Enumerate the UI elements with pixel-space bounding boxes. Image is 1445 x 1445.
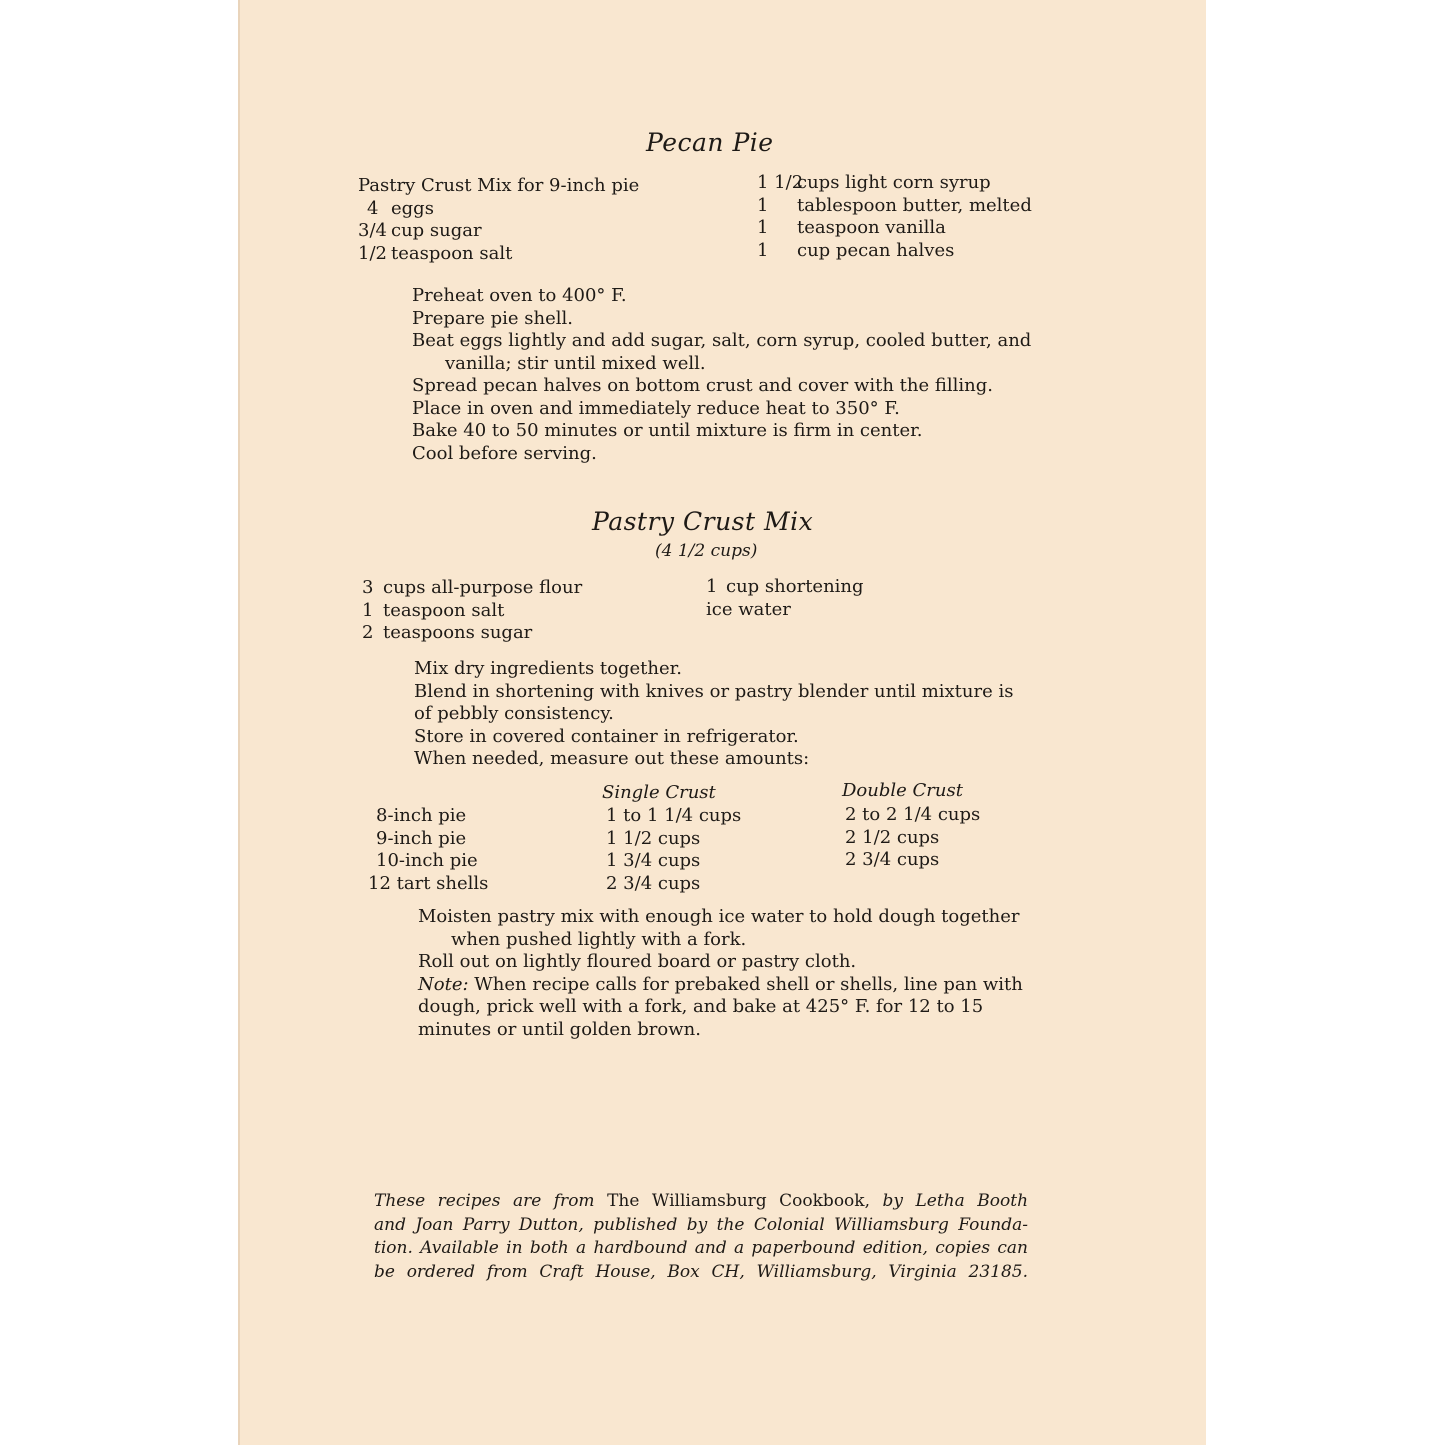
table-cell: 1 1/2 cups	[606, 827, 701, 849]
ingredient-line: 1 tablespoon butter, melted	[757, 194, 1032, 216]
table-cell: 2 3/4 cups	[606, 872, 701, 894]
ingredient-line: 1/2 teaspoon salt	[358, 242, 513, 264]
credit-line: These recipes are from The Williamsburg Cookbook, by Letha Booth	[374, 1191, 1029, 1211]
pastry-crust-ingredients-left	[362, 577, 582, 645]
ingredient-line: 1 cup pecan halves	[757, 239, 955, 261]
step-line: Prepare pie shell.	[412, 307, 573, 329]
step-line: Store in covered container in refrigerator.	[414, 725, 799, 747]
pastry-crust-steps	[414, 658, 1013, 771]
step-line: Blend in shortening with knives or pastry blender until mixture is	[414, 680, 1014, 702]
amounts-double-column	[845, 804, 980, 872]
ingredient-line: 4 eggs	[367, 197, 434, 219]
note-label: Note:	[418, 973, 469, 995]
source-credit	[374, 1190, 1028, 1284]
step-line: of pebbly consistency.	[414, 703, 614, 724]
table-cell: 10-inch pie	[376, 850, 478, 871]
step-line: Place in oven and immediately reduce heat to 350° F.	[412, 397, 900, 419]
step-line: Mix dry ingredients together.	[414, 658, 682, 679]
ingredient-line: 1 teaspoon vanilla	[757, 217, 946, 238]
book-title: The Williamsburg Cookbook,	[607, 1191, 870, 1211]
table-cell: 12 tart shells	[368, 872, 489, 894]
pastry-crust-ingredients-right	[706, 576, 864, 621]
step-line: Spread pecan halves on bottom crust and cover with the filling.	[412, 375, 993, 396]
table-cell: 2 to 2 1/4 cups	[845, 804, 981, 825]
ingredient-line: 1 cup shortening	[706, 576, 864, 597]
ingredient-line: 1 teaspoon salt	[362, 599, 505, 621]
credit-line: tion. Available in both a hardbound and a paperbound edition, copies can	[374, 1238, 1028, 1258]
step-line: Bake 40 to 50 minutes or until mixture is firm in center.	[412, 420, 923, 441]
credit-line: and Joan Parry Dutton, published by the Colonial Williamsburg Founda-	[374, 1214, 1028, 1235]
amounts-single-column	[606, 805, 741, 895]
ingredient-line: ice water	[706, 598, 791, 620]
step-line: Preheat oven to 400° F.	[412, 285, 627, 306]
table-cell: 9-inch pie	[376, 827, 467, 849]
pecan-pie-title: Pecan Pie	[646, 128, 774, 157]
ingredient-line: Pastry Crust Mix for 9-inch pie	[358, 175, 640, 196]
step-line: vanilla; stir until mixed well.	[445, 352, 706, 374]
step-line: Moisten pastry mix with enough ice water to hold dough together	[418, 906, 1020, 927]
ingredient-line: 3/4 cup sugar	[358, 220, 482, 241]
ingredient-line: 3 cups all-purpose flour	[362, 577, 583, 598]
ingredient-line: 2 teaspoons sugar	[362, 622, 533, 643]
table-cell: 8-inch pie	[376, 805, 467, 826]
note-line: minutes or until golden brown.	[418, 1018, 701, 1040]
step-line: Cool before serving.	[412, 442, 597, 464]
note-line: dough, prick well with a fork, and bake at 425° F. for 12 to 15	[418, 996, 984, 1017]
pecan-pie-ingredients-right	[757, 172, 1032, 262]
table-cell: 1 to 1 1/4 cups	[606, 805, 742, 826]
pecan-pie-ingredients-left	[358, 175, 639, 265]
table-cell: 2 1/2 cups	[845, 826, 940, 848]
amounts-size-column	[368, 805, 489, 895]
double-crust-header: Double Crust	[842, 780, 963, 801]
step-line: When needed, measure out these amounts:	[414, 748, 810, 769]
step-line: when pushed lightly with a fork.	[451, 928, 747, 950]
step-line: Roll out on lightly floured board or pastry cloth.	[418, 951, 857, 972]
pastry-crust-title: Pastry Crust Mix	[592, 507, 814, 536]
table-cell: 2 3/4 cups	[845, 849, 940, 870]
pastry-crust-yield: (4 1/2 cups)	[655, 541, 758, 561]
step-line: Beat eggs lightly and add sugar, salt, corn syrup, cooled butter, and	[412, 330, 1032, 351]
table-cell: 1 3/4 cups	[606, 850, 701, 871]
single-crust-header: Single Crust	[602, 782, 716, 803]
credit-line: be ordered from Craft House, Box CH, Williamsburg, Virginia 23185.	[374, 1261, 1028, 1282]
note-line: Note: When recipe calls for prebaked shell or shells, line pan with	[418, 973, 1023, 995]
ingredient-line: 1 1/2cups light corn syrup	[757, 172, 991, 193]
pastry-crust-final-steps	[418, 906, 1023, 1041]
pecan-pie-steps	[412, 285, 1031, 465]
